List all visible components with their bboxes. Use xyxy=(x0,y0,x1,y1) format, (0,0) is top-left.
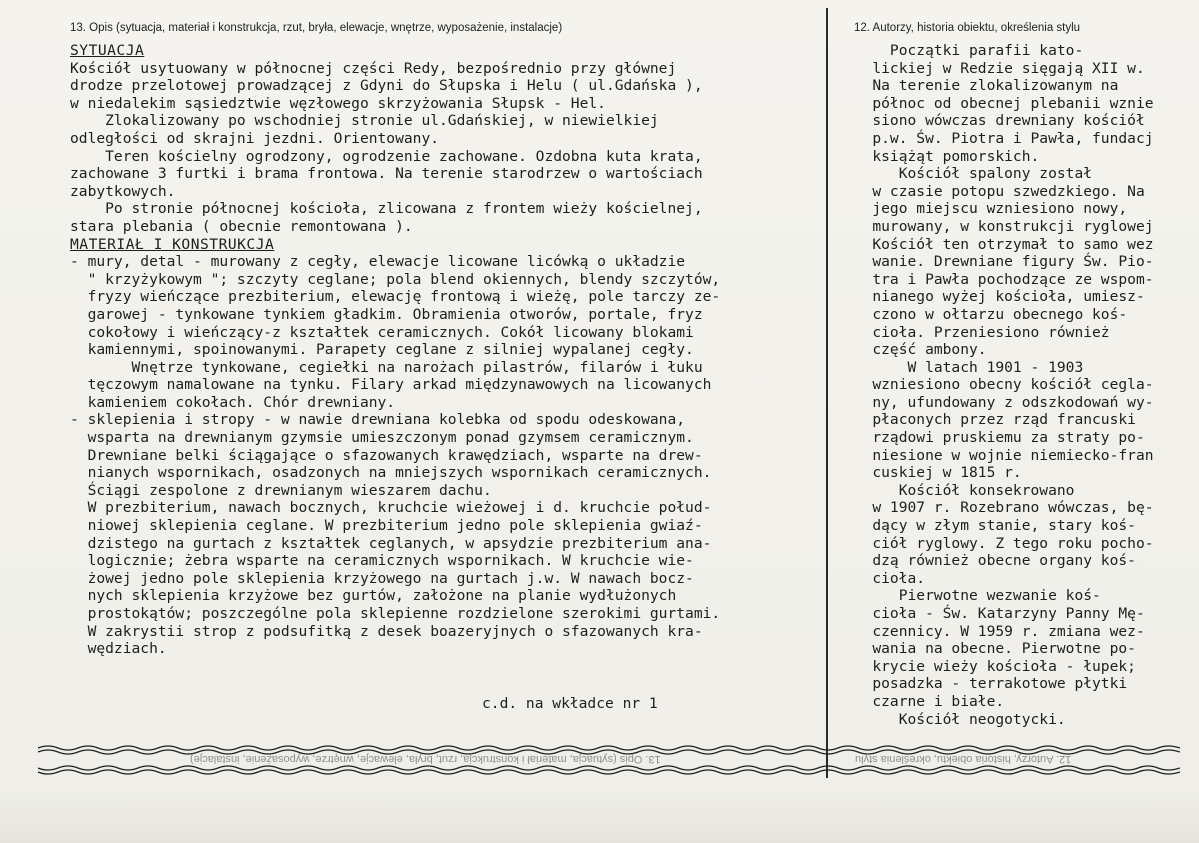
text-line: - sklepienia i stropy - w nawie drewniana kolebka od spodu odeskowana, xyxy=(70,411,686,429)
history-line: wania na obecne. Pierwotne po- xyxy=(846,640,1136,658)
history-line: dzą również obecne organy koś- xyxy=(846,552,1136,570)
text-line: zabytkowych. xyxy=(70,182,176,200)
text-line: stara plebania ( obecnie remontowana ). xyxy=(70,217,413,235)
history-line: krycie wieży kościoła - łupek; xyxy=(846,657,1136,675)
history-line: książąt pomorskich. xyxy=(846,147,1040,165)
history-line: posadzka - terrakotowe płytki xyxy=(846,675,1128,693)
history-line: cioła. xyxy=(846,569,926,587)
history-line: tra i Pawła pochodzące ze wspom- xyxy=(846,270,1154,288)
history-line: czarne i białe. xyxy=(846,692,1005,710)
history-line: północ od obecnej plebanii wznie xyxy=(846,94,1154,112)
history-line: Kościół ten otrzymał to samo wez xyxy=(846,235,1154,253)
text-line: Kościół usytuowany w północnej części Redy, bezpośrednio przy głównej xyxy=(70,59,677,77)
history-line: ciół ryglowy. Z tego roku pocho- xyxy=(846,534,1154,552)
text-line: wsparta na drewnianym gzymsie umieszczonym ponad gzymsem ceramicznym. xyxy=(70,429,694,447)
history-line: cioła - Św. Katarzyny Panny Mę- xyxy=(846,605,1145,622)
text-line: garowej - tynkowane tynkiem gładkim. Obramienia otworów, portale, fryz xyxy=(70,305,703,323)
text-line: logicznie; żebra wsparte na ceramicznych wspornikach. W kruchcie wie- xyxy=(70,552,694,570)
continuation-note: c.d. na wkładce nr 1 xyxy=(482,695,658,712)
section-heading: MATERIAŁ I KONSTRUKCJA xyxy=(70,235,275,253)
field-12-label: 12. Autorzy, historia obiektu, określenia stylu xyxy=(854,22,1081,34)
text-line: W prezbiterium, nawach bocznych, kruchcie wieżowej i d. kruchcie połud- xyxy=(70,499,712,517)
text-line: kamieniem cokołach. Chór drewniany. xyxy=(70,393,396,411)
text-line: zachowane 3 furtki i brama frontowa. Na terenie starodrzew o wartościach xyxy=(70,165,703,183)
history-line: ny, ufundowany z odszkodowań wy- xyxy=(846,393,1154,411)
history-line: cuskiej w 1815 r. xyxy=(846,464,1022,482)
history-line: jego miejscu wzniesiono nowy, xyxy=(846,200,1128,218)
text-line: Teren kościelny ogrodzony, ogrodzenie zachowane. Ozdobna kuta krata, xyxy=(70,147,703,165)
history-line: rządowi pruskiemu za straty po- xyxy=(846,429,1145,447)
text-line: wędziach. xyxy=(70,640,167,658)
history-line: Kościół neogotycki. xyxy=(846,710,1066,728)
history-line: część ambony. xyxy=(846,341,987,359)
history-line: p.w. Św. Piotra i Pawła, fundacj xyxy=(846,129,1154,147)
text-line: Wnętrze tynkowane, cegiełki na narożach pilastrów, filarów i łuku xyxy=(70,358,703,376)
history-line: Początki parafii kato- xyxy=(846,42,1084,59)
history-line: płaconych przez rząd francuski xyxy=(846,411,1136,429)
history-line: w 1907 r. Rozebrano wówczas, bę- xyxy=(846,499,1154,517)
text-line: nianych wspornikach, osadzonych na mniejszych wspornikach ceramicznych. xyxy=(70,464,712,482)
text-line: - mury, detal - murowany z cegły, elewacje licowane licówką o układzie xyxy=(70,253,686,271)
text-line: w niedalekim sąsiedztwie węzłowego skrzyżowania Słupsk - Hel. xyxy=(70,94,606,112)
history-line: czennicy. W 1959 r. zmiana wez- xyxy=(846,622,1145,640)
field-13-label: 13. Opis (sytuacja, materiał i konstrukcja, rzut, bryła, elewacje, wnętrze, wyposażenie, instalacje) xyxy=(70,22,563,34)
mirrored-field-12-label: 12. Autorzy, historia obiektu, określenia stylu xyxy=(855,753,1072,765)
history-line: czono w ołtarzu obecnego koś- xyxy=(846,305,1128,323)
history-line: murowany, w konstrukcji ryglowej xyxy=(846,217,1154,235)
history-line: wzniesiono obecny kościół cegla- xyxy=(846,376,1154,394)
text-line: drodze przelotowej prowadzącej z Gdyni do Słupska i Helu ( ul.Gdańska ), xyxy=(70,77,703,95)
text-line: żowej jedno pole sklepienia krzyżowego na gurtach j.w. W nawach bocz- xyxy=(70,569,694,587)
text-line: odległości od skrajni jezdni. Orientowany. xyxy=(70,129,440,147)
text-line: Ściągi zespolone z drewnianym wieszarem dachu. xyxy=(70,481,492,499)
paper-edge xyxy=(0,790,1199,843)
history-line: W latach 1901 - 1903 xyxy=(846,358,1084,376)
text-line: cokołowy i wieńczący-z kształtek ceramicznych. Cokół licowany blokami xyxy=(70,323,694,341)
history-line: Na terenie zlokalizowanym na xyxy=(846,77,1119,95)
history-line: wanie. Drewniane figury Św. Pio- xyxy=(846,253,1154,271)
text-line: nych sklepienia krzyżowe bez gurtów, założone na planie wydłużonych xyxy=(70,587,677,605)
text-line: fryzy wieńczące prezbiterium, elewację frontową i wieżę, pole tarczy ze- xyxy=(70,288,721,306)
history-line: niesione w wojnie niemiecko-fran xyxy=(846,446,1154,464)
history-line: w czasie potopu szwedzkiego. Na xyxy=(846,182,1145,200)
history-line: Kościół spalony został xyxy=(846,165,1093,183)
description-column xyxy=(70,42,830,658)
text-line: " krzyżykowym "; szczyty ceglane; pola blend okiennych, blendy szczytów, xyxy=(70,270,721,288)
history-line: dący w złym stanie, stary koś- xyxy=(846,517,1136,535)
history-column xyxy=(846,42,1176,728)
history-line: Kościół konsekrowano xyxy=(846,481,1075,499)
text-line: niowej sklepienia ceglane. W prezbiterium jedno pole sklepienia gwiaź- xyxy=(70,517,703,535)
text-line: tęczowym namalowane na tynku. Filary arkad międzynawowych na licowanych xyxy=(70,376,712,394)
history-line: Pierwotne wezwanie koś- xyxy=(846,587,1101,605)
text-line: prostokątów; poszczególne pola sklepienne rozdzielone szerokimi gurtami. xyxy=(70,605,721,622)
text-line: Zlokalizowany po wschodniej stronie ul.Gdańskiej, w niewielkiej xyxy=(70,112,659,130)
text-line: dzistego na gurtach z kształtek ceglanych, w apsydzie prezbiterium ana- xyxy=(70,534,712,552)
history-line: lickiej w Redzie sięgają XII w. xyxy=(846,59,1145,77)
text-line: kamiennymi, spoinowanymi. Parapety ceglane z silniej wypalanej cegły. xyxy=(70,341,694,359)
text-line: Drewniane belki ściągające o sfazowanych krawędziach, wsparte na drew- xyxy=(70,446,703,464)
history-line: siono wówczas drewniany kościół xyxy=(846,112,1145,130)
history-line: cioła. Przeniesiono również xyxy=(846,323,1110,341)
section-heading: SYTUACJA xyxy=(70,42,145,59)
text-line: W zakrystii strop z podsufitką z desek boazeryjnych o sfazowanych kra- xyxy=(70,622,703,640)
history-line: nianego wyżej kościoła, umiesz- xyxy=(846,288,1145,306)
mirrored-field-13-label: 13. Opis (sytuacja, materiał i konstrukcja, rzut, bryła, elewacje, wnętrze, wyposażenie, instalacje) xyxy=(190,753,661,765)
text-line: Po stronie północnej kościoła, zlicowana z frontem wieży kościelnej, xyxy=(70,200,703,218)
